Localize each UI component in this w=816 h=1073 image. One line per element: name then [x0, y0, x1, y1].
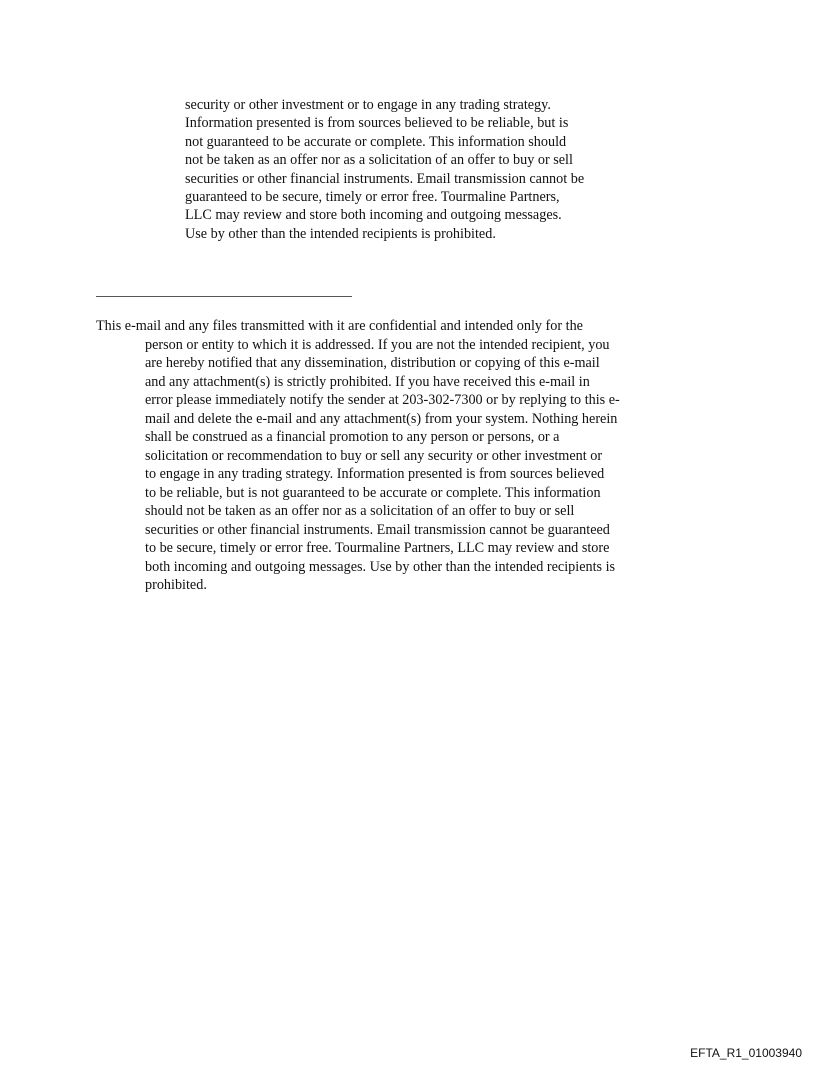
quoted-line: Use by other than the intended recipients is prohibited.: [185, 225, 496, 242]
disclaimer-line: error please immediately notify the sender at 203-302-7300 or by replying to this e-: [145, 392, 620, 408]
disclaimer-line: solicitation or recommendation to buy or sell any security or other investment or: [145, 447, 603, 464]
disclaimer-line: securities or other financial instruments. Email transmission cannot be guaranteed: [145, 521, 610, 538]
disclaimer-line: should not be taken as an offer nor as a solicitation of an offer to buy or sell: [145, 503, 575, 519]
quoted-disclaimer-block: [185, 96, 645, 243]
document-id-stamp: EFTA_R1_01003940: [690, 1046, 802, 1060]
quoted-line: LLC may review and store both incoming and outgoing messages.: [185, 207, 562, 224]
section-divider: [96, 296, 352, 297]
quoted-line: not be taken as an offer nor as a solicitation of an offer to buy or sell: [185, 152, 573, 169]
quoted-line: securities or other financial instruments. Email transmission cannot be: [185, 170, 585, 187]
quoted-line: Information presented is from sources believed to be reliable, but is: [185, 115, 569, 132]
quoted-line: guaranteed to be secure, timely or error free. Tourmaline Partners,: [185, 189, 560, 206]
disclaimer-line: shall be construed as a financial promotion to any person or persons, or a: [145, 429, 560, 445]
quoted-line: security or other investment or to engage in any trading strategy.: [185, 97, 551, 113]
email-disclaimer: [96, 317, 686, 595]
disclaimer-line: prohibited.: [145, 577, 207, 593]
disclaimer-line: This e-mail and any files transmitted with it are confidential and intended only for the: [96, 318, 583, 334]
disclaimer-line: to be secure, timely or error free. Tourmaline Partners, LLC may review and store: [145, 540, 610, 556]
disclaimer-line: mail and delete the e-mail and any attachment(s) from your system. Nothing herein: [145, 410, 618, 427]
quoted-line: not guaranteed to be accurate or complete. This information should: [185, 133, 567, 150]
disclaimer-line: both incoming and outgoing messages. Use by other than the intended recipients is: [145, 558, 616, 575]
disclaimer-line: are hereby notified that any dissemination, distribution or copying of this e-mail: [145, 355, 600, 371]
disclaimer-line: to engage in any trading strategy. Information presented is from sources believed: [145, 466, 605, 482]
disclaimer-line: and any attachment(s) is strictly prohibited. If you have received this e-mail in: [145, 373, 590, 390]
disclaimer-line: person or entity to which it is addressed. If you are not the intended recipient, you: [145, 336, 610, 353]
disclaimer-line: to be reliable, but is not guaranteed to be accurate or complete. This information: [145, 484, 601, 501]
